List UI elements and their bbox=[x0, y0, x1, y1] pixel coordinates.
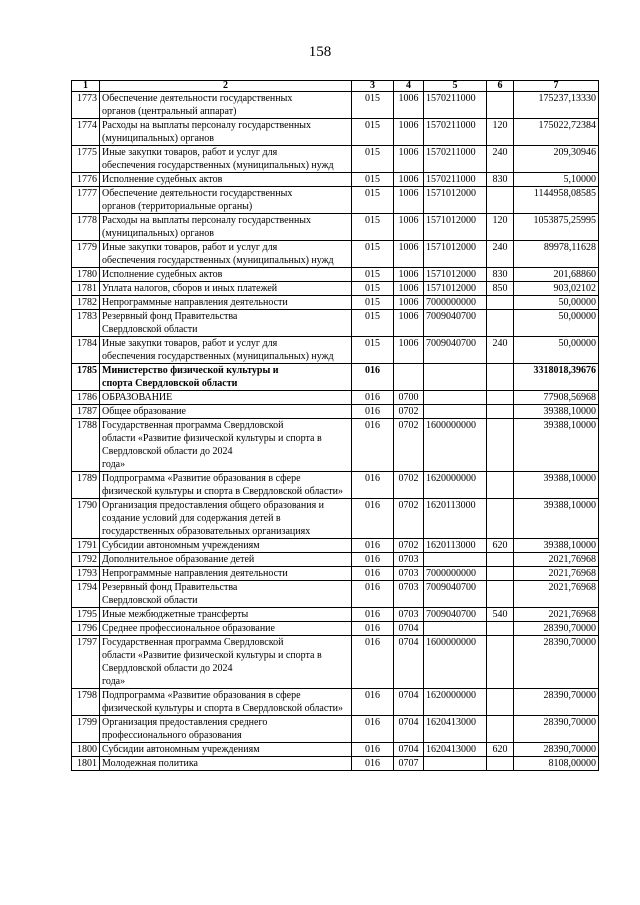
table-cell-name: Иные закупки товаров, работ и услуг для обеспечения государственных (муниципальных) нужд bbox=[100, 241, 352, 268]
table-cell-code: 1006 bbox=[394, 282, 424, 296]
table-cell-code: 016 bbox=[352, 689, 394, 716]
table-cell-amount: 2021,76968 bbox=[514, 608, 599, 622]
table-cell-code: 240 bbox=[487, 146, 514, 173]
table-cell-amount: 28390,70000 bbox=[514, 636, 599, 689]
table-cell-code: 830 bbox=[487, 173, 514, 187]
table-cell-amount: 903,02102 bbox=[514, 282, 599, 296]
table-cell-number: 1792 bbox=[72, 553, 100, 567]
table-cell-code: 850 bbox=[487, 282, 514, 296]
table-row bbox=[72, 364, 599, 391]
table-row bbox=[72, 567, 599, 581]
table-cell-name: Резервный фонд Правительства Свердловской области bbox=[100, 581, 352, 608]
table-cell-code: 1571012000 bbox=[424, 187, 487, 214]
table-cell-amount: 28390,70000 bbox=[514, 622, 599, 636]
table-cell-number: 1780 bbox=[72, 268, 100, 282]
table-row bbox=[72, 337, 599, 364]
table-cell-code: 1006 bbox=[394, 173, 424, 187]
table-cell-name: Подпрограмма «Развитие образования в сфере физической культуры и спорта в Свердловской области» bbox=[100, 472, 352, 499]
table-cell-code: 1006 bbox=[394, 119, 424, 146]
column-header: 4 bbox=[394, 81, 424, 92]
table-cell-code: 015 bbox=[352, 282, 394, 296]
table-cell-code: 1570211000 bbox=[424, 146, 487, 173]
table-cell-code: 016 bbox=[352, 419, 394, 472]
table-cell-code: 016 bbox=[352, 636, 394, 689]
table-cell-code bbox=[487, 92, 514, 119]
table-cell-code: 0707 bbox=[394, 757, 424, 771]
table-cell-number: 1799 bbox=[72, 716, 100, 743]
table-cell-code bbox=[424, 757, 487, 771]
table-cell-amount: 2021,76968 bbox=[514, 553, 599, 567]
table-cell-code: 7009040700 bbox=[424, 310, 487, 337]
table-cell-amount: 39388,10000 bbox=[514, 499, 599, 539]
table-cell-code: 0702 bbox=[394, 405, 424, 419]
table-cell-code: 1620413000 bbox=[424, 716, 487, 743]
table-cell-code: 015 bbox=[352, 241, 394, 268]
table-cell-code: 1620000000 bbox=[424, 689, 487, 716]
table-row bbox=[72, 241, 599, 268]
table-row bbox=[72, 472, 599, 499]
table-cell-amount: 50,00000 bbox=[514, 296, 599, 310]
table-cell-code: 1006 bbox=[394, 146, 424, 173]
table-cell-number: 1786 bbox=[72, 391, 100, 405]
table-row bbox=[72, 310, 599, 337]
table-cell-amount: 8108,00000 bbox=[514, 757, 599, 771]
table-cell-code: 0704 bbox=[394, 689, 424, 716]
table-cell-code: 540 bbox=[487, 608, 514, 622]
table-cell-number: 1796 bbox=[72, 622, 100, 636]
table-cell-amount: 28390,70000 bbox=[514, 743, 599, 757]
table-cell-code: 015 bbox=[352, 187, 394, 214]
header-row bbox=[72, 81, 599, 92]
table-cell-code: 1600000000 bbox=[424, 419, 487, 472]
table-cell-name: Государственная программа Свердловской области «Развитие физической культуры и спорта в Свердловской области до 2024 года» bbox=[100, 419, 352, 472]
table-cell-code: 0704 bbox=[394, 622, 424, 636]
table-cell-code: 120 bbox=[487, 119, 514, 146]
table-cell-code: 0702 bbox=[394, 472, 424, 499]
table-cell-code: 1006 bbox=[394, 187, 424, 214]
table-cell-code: 1620413000 bbox=[424, 743, 487, 757]
table-cell-number: 1798 bbox=[72, 689, 100, 716]
table-cell-name: Расходы на выплаты персоналу государственных (муниципальных) органов bbox=[100, 119, 352, 146]
table-cell-name: Исполнение судебных актов bbox=[100, 173, 352, 187]
column-header: 5 bbox=[424, 81, 487, 92]
table-cell-number: 1778 bbox=[72, 214, 100, 241]
table-cell-code: 7000000000 bbox=[424, 296, 487, 310]
table-row bbox=[72, 92, 599, 119]
table-cell-code: 016 bbox=[352, 608, 394, 622]
table-cell-number: 1788 bbox=[72, 419, 100, 472]
table-cell-number: 1773 bbox=[72, 92, 100, 119]
table-cell-name: Подпрограмма «Развитие образования в сфере физической культуры и спорта в Свердловской области» bbox=[100, 689, 352, 716]
table-row bbox=[72, 173, 599, 187]
table-cell-number: 1800 bbox=[72, 743, 100, 757]
table-cell-amount: 50,00000 bbox=[514, 337, 599, 364]
table-cell-number: 1801 bbox=[72, 757, 100, 771]
table-row bbox=[72, 622, 599, 636]
table-cell-amount: 1144958,08585 bbox=[514, 187, 599, 214]
table-cell-code: 7009040700 bbox=[424, 337, 487, 364]
table-cell-code: 7009040700 bbox=[424, 608, 487, 622]
table-cell-code bbox=[424, 405, 487, 419]
table-cell-code: 016 bbox=[352, 539, 394, 553]
table-cell-name: Государственная программа Свердловской области «Развитие физической культуры и спорта в Свердловской области до 2024 года» bbox=[100, 636, 352, 689]
table-cell-code: 1006 bbox=[394, 92, 424, 119]
table-cell-code bbox=[487, 419, 514, 472]
table-cell-amount: 1053875,25995 bbox=[514, 214, 599, 241]
table-cell-amount: 50,00000 bbox=[514, 310, 599, 337]
table-cell-number: 1782 bbox=[72, 296, 100, 310]
table-cell-code: 016 bbox=[352, 716, 394, 743]
table-cell-code: 015 bbox=[352, 92, 394, 119]
table-cell-number: 1781 bbox=[72, 282, 100, 296]
table-cell-name: ОБРАЗОВАНИЕ bbox=[100, 391, 352, 405]
table-cell-code: 1600000000 bbox=[424, 636, 487, 689]
table-cell-number: 1785 bbox=[72, 364, 100, 391]
table-cell-number: 1776 bbox=[72, 173, 100, 187]
table-cell-code: 240 bbox=[487, 337, 514, 364]
table-cell-amount: 175237,13330 bbox=[514, 92, 599, 119]
table-cell-code: 1006 bbox=[394, 337, 424, 364]
table-cell-code: 016 bbox=[352, 364, 394, 391]
table-cell-number: 1795 bbox=[72, 608, 100, 622]
table-cell-name: Обеспечение деятельности государственных органов (центральный аппарат) bbox=[100, 92, 352, 119]
table-cell-amount: 39388,10000 bbox=[514, 539, 599, 553]
table-cell-code: 1620000000 bbox=[424, 472, 487, 499]
column-header: 6 bbox=[487, 81, 514, 92]
table-cell-code: 015 bbox=[352, 296, 394, 310]
table-cell-code: 0702 bbox=[394, 419, 424, 472]
table-cell-number: 1789 bbox=[72, 472, 100, 499]
column-header: 2 bbox=[100, 81, 352, 92]
table-cell-name: Иные закупки товаров, работ и услуг для обеспечения государственных (муниципальных) нужд bbox=[100, 146, 352, 173]
table-cell-code bbox=[487, 689, 514, 716]
table-cell-number: 1794 bbox=[72, 581, 100, 608]
column-header: 1 bbox=[72, 81, 100, 92]
table-cell-number: 1790 bbox=[72, 499, 100, 539]
table-cell-code: 0702 bbox=[394, 539, 424, 553]
table-cell-name: Непрограммные направления деятельности bbox=[100, 296, 352, 310]
table-cell-code: 016 bbox=[352, 622, 394, 636]
table-row bbox=[72, 419, 599, 472]
table-cell-code: 016 bbox=[352, 499, 394, 539]
table-cell-amount: 5,10000 bbox=[514, 173, 599, 187]
table-cell-code: 016 bbox=[352, 391, 394, 405]
table-cell-code: 620 bbox=[487, 743, 514, 757]
budget-table bbox=[71, 80, 599, 771]
table-cell-code: 015 bbox=[352, 337, 394, 364]
table-row bbox=[72, 296, 599, 310]
table-cell-code: 120 bbox=[487, 214, 514, 241]
table-cell-amount: 209,30946 bbox=[514, 146, 599, 173]
table-cell-name: Расходы на выплаты персоналу государственных (муниципальных) органов bbox=[100, 214, 352, 241]
table-cell-number: 1791 bbox=[72, 539, 100, 553]
table-cell-code bbox=[394, 364, 424, 391]
table-row bbox=[72, 282, 599, 296]
table-row bbox=[72, 689, 599, 716]
table-cell-code: 7000000000 bbox=[424, 567, 487, 581]
table-cell-name: Резервный фонд Правительства Свердловской области bbox=[100, 310, 352, 337]
table-cell-code: 016 bbox=[352, 472, 394, 499]
table-cell-code: 1006 bbox=[394, 268, 424, 282]
table-cell-code: 016 bbox=[352, 581, 394, 608]
table-cell-code: 016 bbox=[352, 757, 394, 771]
table-cell-name: Иные закупки товаров, работ и услуг для обеспечения государственных (муниципальных) нужд bbox=[100, 337, 352, 364]
table-cell-code: 015 bbox=[352, 268, 394, 282]
table-cell-code bbox=[487, 405, 514, 419]
table-cell-code bbox=[487, 581, 514, 608]
table-cell-code: 1006 bbox=[394, 310, 424, 337]
table-cell-code: 0704 bbox=[394, 716, 424, 743]
table-cell-code bbox=[487, 757, 514, 771]
table-row bbox=[72, 636, 599, 689]
table-cell-code bbox=[424, 553, 487, 567]
table-row bbox=[72, 146, 599, 173]
table-cell-name: Молодежная политика bbox=[100, 757, 352, 771]
table-cell-code: 015 bbox=[352, 214, 394, 241]
table-cell-code: 1571012000 bbox=[424, 282, 487, 296]
table-cell-code: 015 bbox=[352, 173, 394, 187]
table-cell-code bbox=[487, 553, 514, 567]
table-cell-name: Иные межбюджетные трансферты bbox=[100, 608, 352, 622]
table-cell-code bbox=[487, 391, 514, 405]
table-row bbox=[72, 608, 599, 622]
table-body bbox=[72, 92, 599, 771]
table-cell-number: 1783 bbox=[72, 310, 100, 337]
table-cell-number: 1784 bbox=[72, 337, 100, 364]
table-cell-code: 1006 bbox=[394, 296, 424, 310]
table-cell-amount: 175022,72384 bbox=[514, 119, 599, 146]
table-row bbox=[72, 187, 599, 214]
table-cell-amount: 39388,10000 bbox=[514, 472, 599, 499]
table-cell-code bbox=[424, 391, 487, 405]
table-cell-code bbox=[487, 364, 514, 391]
table-cell-name: Обеспечение деятельности государственных органов (территориальные органы) bbox=[100, 187, 352, 214]
table-cell-code: 1571012000 bbox=[424, 241, 487, 268]
table-cell-name: Уплата налогов, сборов и иных платежей bbox=[100, 282, 352, 296]
table-row bbox=[72, 268, 599, 282]
table-cell-code bbox=[487, 187, 514, 214]
page-number: 158 bbox=[308, 44, 332, 60]
table-cell-number: 1787 bbox=[72, 405, 100, 419]
table-cell-number: 1775 bbox=[72, 146, 100, 173]
table-cell-amount: 77908,56968 bbox=[514, 391, 599, 405]
table-cell-code: 830 bbox=[487, 268, 514, 282]
table-cell-code bbox=[487, 310, 514, 337]
table-cell-amount: 39388,10000 bbox=[514, 405, 599, 419]
table-cell-code: 0703 bbox=[394, 553, 424, 567]
table-cell-name: Министерство физической культуры и спорта Свердловской области bbox=[100, 364, 352, 391]
table-row bbox=[72, 743, 599, 757]
table-cell-code: 015 bbox=[352, 310, 394, 337]
table-cell-name: Субсидии автономным учреждениям bbox=[100, 539, 352, 553]
table-row bbox=[72, 499, 599, 539]
table-cell-code: 1620113000 bbox=[424, 539, 487, 553]
table-cell-code: 1620113000 bbox=[424, 499, 487, 539]
table-cell-name: Организация предоставления общего образования и создание условий для содержания детей в государственных образовательных организациях bbox=[100, 499, 352, 539]
table-cell-code bbox=[487, 636, 514, 689]
table-cell-name: Исполнение судебных актов bbox=[100, 268, 352, 282]
table-cell-number: 1797 bbox=[72, 636, 100, 689]
table-cell-amount: 2021,76968 bbox=[514, 567, 599, 581]
table-cell-code: 620 bbox=[487, 539, 514, 553]
table-cell-code bbox=[487, 296, 514, 310]
table-cell-name: Общее образование bbox=[100, 405, 352, 419]
table-cell-amount: 39388,10000 bbox=[514, 419, 599, 472]
table-cell-code: 0703 bbox=[394, 567, 424, 581]
table-cell-code: 016 bbox=[352, 567, 394, 581]
table-cell-name: Среднее профессиональное образование bbox=[100, 622, 352, 636]
table-cell-amount: 201,68860 bbox=[514, 268, 599, 282]
table-cell-code bbox=[424, 364, 487, 391]
table-cell-amount: 3318018,39676 bbox=[514, 364, 599, 391]
table-cell-code bbox=[487, 716, 514, 743]
table-cell-amount: 2021,76968 bbox=[514, 581, 599, 608]
table-cell-number: 1779 bbox=[72, 241, 100, 268]
table-row bbox=[72, 214, 599, 241]
table-cell-code: 1570211000 bbox=[424, 92, 487, 119]
table-cell-code: 0704 bbox=[394, 743, 424, 757]
table-cell-code: 1571012000 bbox=[424, 214, 487, 241]
column-header: 7 bbox=[514, 81, 599, 92]
table-cell-code bbox=[487, 622, 514, 636]
table-row bbox=[72, 757, 599, 771]
table-cell-code: 7009040700 bbox=[424, 581, 487, 608]
table-cell-amount: 28390,70000 bbox=[514, 716, 599, 743]
table-row bbox=[72, 553, 599, 567]
table-cell-name: Организация предоставления среднего профессионального образования bbox=[100, 716, 352, 743]
table-cell-code: 015 bbox=[352, 119, 394, 146]
table-row bbox=[72, 716, 599, 743]
table-cell-code: 016 bbox=[352, 743, 394, 757]
table-cell-code: 0703 bbox=[394, 581, 424, 608]
table-cell-code: 240 bbox=[487, 241, 514, 268]
table-row bbox=[72, 405, 599, 419]
table-cell-amount: 28390,70000 bbox=[514, 689, 599, 716]
table-cell-code: 0700 bbox=[394, 391, 424, 405]
table-cell-code: 1570211000 bbox=[424, 119, 487, 146]
table-cell-code: 1006 bbox=[394, 241, 424, 268]
table-cell-amount: 89978,11628 bbox=[514, 241, 599, 268]
table-cell-code: 0702 bbox=[394, 499, 424, 539]
table-cell-code: 0703 bbox=[394, 608, 424, 622]
table-cell-code bbox=[424, 622, 487, 636]
table-cell-code bbox=[487, 567, 514, 581]
table-row bbox=[72, 581, 599, 608]
table-cell-code: 1006 bbox=[394, 214, 424, 241]
table-cell-code: 015 bbox=[352, 146, 394, 173]
table-cell-code: 1570211000 bbox=[424, 173, 487, 187]
table-cell-number: 1774 bbox=[72, 119, 100, 146]
table-cell-name: Дополнительное образование детей bbox=[100, 553, 352, 567]
table-row bbox=[72, 391, 599, 405]
column-header: 3 bbox=[352, 81, 394, 92]
table-cell-code: 016 bbox=[352, 405, 394, 419]
table-cell-code bbox=[487, 472, 514, 499]
table-cell-code: 016 bbox=[352, 553, 394, 567]
table-cell-name: Непрограммные направления деятельности bbox=[100, 567, 352, 581]
table-row bbox=[72, 119, 599, 146]
table-cell-number: 1793 bbox=[72, 567, 100, 581]
table-row bbox=[72, 539, 599, 553]
table-cell-number: 1777 bbox=[72, 187, 100, 214]
table-cell-code: 1571012000 bbox=[424, 268, 487, 282]
table-cell-code bbox=[487, 499, 514, 539]
table-cell-code: 0704 bbox=[394, 636, 424, 689]
table-cell-name: Субсидии автономным учреждениям bbox=[100, 743, 352, 757]
